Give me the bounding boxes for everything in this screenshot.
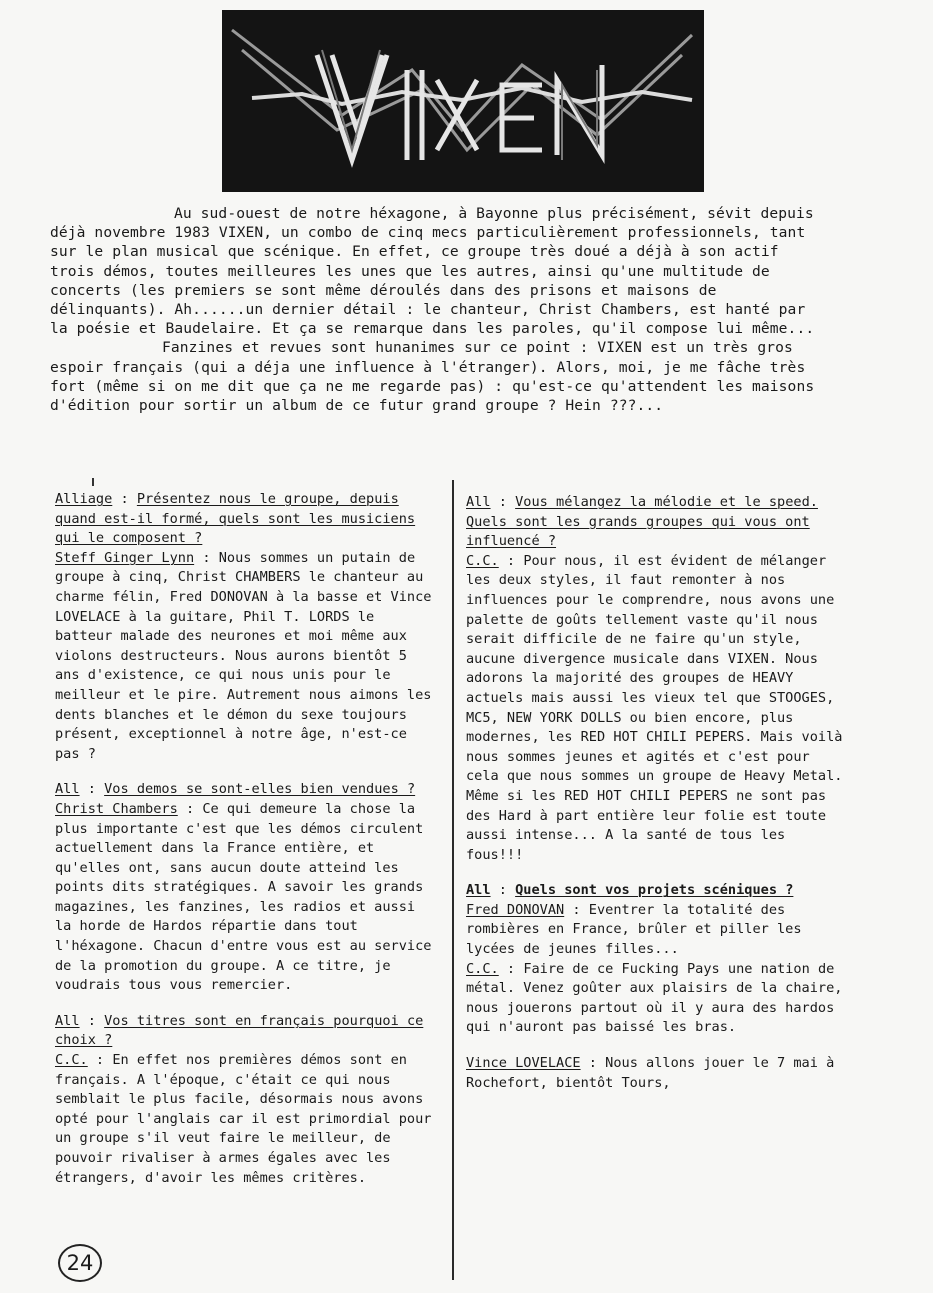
page-number: 24 [58,1244,102,1282]
answer-speaker-2: C.C. [466,960,499,977]
interview-qa-3: All : Vos titres sont en français pourquoi ce choix ? C.C. : En effet nos premières démos sont en français. A l'époque, c'était ce qui nous semblait le plus facile, désormais nous avons opté pour l'anglais car il est primordial pour un groupe s'il veut faire le meilleur, de pouvoir rivaliser à armes égales avec les étrangers, d'avoir les mêmes critères. [55,1012,432,1186]
question-text: Présentez nous le groupe, depuis quand est-il formé, quels sont les musiciens qui le composent ? [55,491,416,547]
answer-speaker: C.C. [466,552,499,569]
interview-qa-1: Alliage : Présentez nous le groupe, depuis quand est-il formé, quels sont les musiciens qui le composent ? Steff Ginger Lynn : Nous sommes un putain de groupe à cinq, Christ CHAMBERS le chanteur au charme félin, Fred DONOVAN à la basse et Vince LOVELACE à la guitare, Phil T. LORDS le batteur malade des neurones et moi même aux violons destructeurs. Nous aurons bientôt 5 ans d'existence, ce qui nous unis pour le meilleur et le pire. Autrement nous aimons les dents blanches et le démon du sexe toujours présent, exceptionnel à notre âge, n'est-ce pas ? [55,491,432,762]
vixen-logo [222,10,704,192]
question-lead: All [55,781,80,798]
intro-paragraph-1: Au sud-ouest de notre héxagone, à Bayonne plus précisément, sévit depuis déjà novembre 1983 VIXEN, un combo de cinq mecs particulièrement professionnels, tant sur le plan musical que scénique. En effet, ce groupe très doué a déjà à son actif trois démos, toutes meilleures les unes que les autres, ainsi qu'une multitude de concerts (les premiers se sont même déroulés dans des prisons et maisons de délinquants). Ah......un dernier détail : le chanteur, Christ Chambers, est hanté par la poésie et Baudelaire. Et ça se remarque dans les paroles, qu'il compose lui même... [50,205,815,338]
question-text: Vos demos se sont-elles bien vendues ? [104,781,416,798]
question-lead: Alliage [55,491,113,507]
answer-text: Eventrer la totalité des rombières en France, brûler et piller les lycées de jeunes filles... [466,901,802,958]
answer-speaker: C.C. [55,1052,88,1069]
question-lead: All [466,882,491,899]
interview-qa-2: All : Vos demos se sont-elles bien vendues ? Christ Chambers : Ce qui demeure la chose la plus importante c'est que les démos circulent actuellement dans la France entière, et qu'elles ont, sans aucun doute atteind les points dits stratégiques. A savoir les grands magazines, les fanzines, les radios et aussi la horde de Hardos répartie dans tout l'héxagone. Chacun d'entre vous est au service de la promotion du groupe. A ce titre, je voudrais tous vous remercier. [55,781,432,994]
answer-speaker-3: Vince LOVELACE [466,1055,581,1072]
right-column [466,493,848,1109]
answer-text: Ce qui demeure la chose la plus importante c'est que les démos circulent actuellement dans la France entière, et qu'elles ont, sans aucun doute atteind les points dits stratégiques. A savoir les grands magazines, les fanzines, les radios et aussi la horde de Hardos répartie dans tout l'héxagone. Chacun d'entre vous est au service de la promotion du groupe. A ce titre, je voudrais tous vous remercier. [55,800,432,994]
intro-paragraph-2: Fanzines et revues sont hunanimes sur ce point : VIXEN est un très gros espoir français (qui a déja une influence à l'étranger). Alors, moi, je me fâche très fort (même si on me dit que ça ne me regarde pas) : qu'est-ce qu'attendent les maisons d'édition pour sortir un album de ce futur grand groupe ? Hein ???... [50,339,815,415]
answer-text-3: Nous allons jouer le 7 mai à Rochefort, bientôt Tours, [466,1055,835,1091]
question-text: Vos titres sont en français pourquoi ce choix ? [55,1012,424,1049]
interview-qa-5: All : Quels sont vos projets scéniques ? Fred DONOVAN : Eventrer la totalité des rombières en France, brûler et piller les lycées de jeunes filles... C.C. : Faire de ce Fucking Pays une nation de métal. Venez goûter aux plaisirs de la chaire, nous jouerons partout où il y aura des hardos qui n'auront pas baissé les bras. [466,882,843,1036]
answer-speaker: Christ Chambers [55,800,178,817]
question-lead: All [55,1012,80,1029]
answer-text: Nous sommes un putain de groupe à cinq, Christ CHAMBERS le chanteur au charme félin, Fred DONOVAN à la basse et Vince LOVELACE à la guitare, Phil T. LORDS le batteur malade des neurones et moi même aux violons destructeurs. Nous aurons bientôt 5 ans d'existence, ce qui nous unis pour le meilleur et le pire. Autrement nous aimons les dents blanches et le démon du sexe toujours présent, exceptionnel à notre âge, n'est-ce pas ? [55,549,432,762]
answer-speaker: Fred DONOVAN [466,901,565,918]
interview-qa-4: All : Vous mélangez la mélodie et le speed. Quels sont les grands groupes qui vous ont influencé ? C.C. : Pour nous, il est évident de mélanger les deux styles, il faut remonter à nos influences pour le comprendre, nous avons une palette de goûts tellement vaste qu'il nous serait difficile de ne faire qu'un style, aucune divergence musicale dans VIXEN. Nous adorons la majorité des groupes de HEAVY actuels mais aussi les vieux tel que STOOGES, MC5, NEW YORK DOLLS ou bien encore, plus modernes, les RED HOT CHILI PEPERS. Mais voilà nous sommes jeunes et agités et c'est pour cela que nous sommes un groupe de Heavy Metal. Même si les RED HOT CHILI PEPERS ne sont pas des Hard à part entière leur folie est toute aussi intense... A la santé de tous les fous!!! [466,494,843,863]
column-divider [452,480,454,1280]
interview-qa-6: Vince LOVELACE : Nous allons jouer le 7 mai à Rochefort, bientôt Tours, [466,1055,835,1091]
answer-speaker: Steff Ginger Lynn [55,549,195,566]
answer-text: Pour nous, il est évident de mélanger les deux styles, il faut remonter à nos influences pour le comprendre, nous avons une palette de goûts tellement vaste qu'il nous serait difficile de ne faire qu'un style, aucune divergence musicale dans VIXEN. Nous adorons la majorité des groupes de HEAVY actuels mais aussi les vieux tel que STOOGES, MC5, NEW YORK DOLLS ou bien encore, plus modernes, les RED HOT CHILI PEPERS. Mais voilà nous sommes jeunes et agités et c'est pour cela que nous sommes un groupe de Heavy Metal. Même si les RED HOT CHILI PEPERS ne sont pas des Hard à part entière leur folie est toute aussi intense... A la santé de tous les fous!!! [466,552,843,863]
answer-text-2: Faire de ce Fucking Pays une nation de métal. Venez goûter aux plaisirs de la chaire, nous jouerons partout où il y aura des hardos qui n'auront pas baissé les bras. [466,960,843,1036]
question-text: Quels sont vos projets scéniques ? [515,882,794,899]
left-column [55,490,435,1204]
divider-tick [92,478,94,486]
answer-text: En effet nos premières démos sont en français. A l'époque, c'était ce qui nous semblait le plus facile, désormais nous avons opté pour l'anglais car il est primordial pour un groupe s'il veut faire le meilleur, de pouvoir rivaliser à armes égales avec les étrangers, d'avoir les mêmes critères. [55,1052,432,1186]
intro-text [50,204,830,415]
question-lead: All [466,494,491,510]
question-text: Vous mélangez la mélodie et le speed. Quels sont les grands groupes qui vous ont influencé ? [466,494,818,550]
vixen-logo-artwork [222,10,704,192]
